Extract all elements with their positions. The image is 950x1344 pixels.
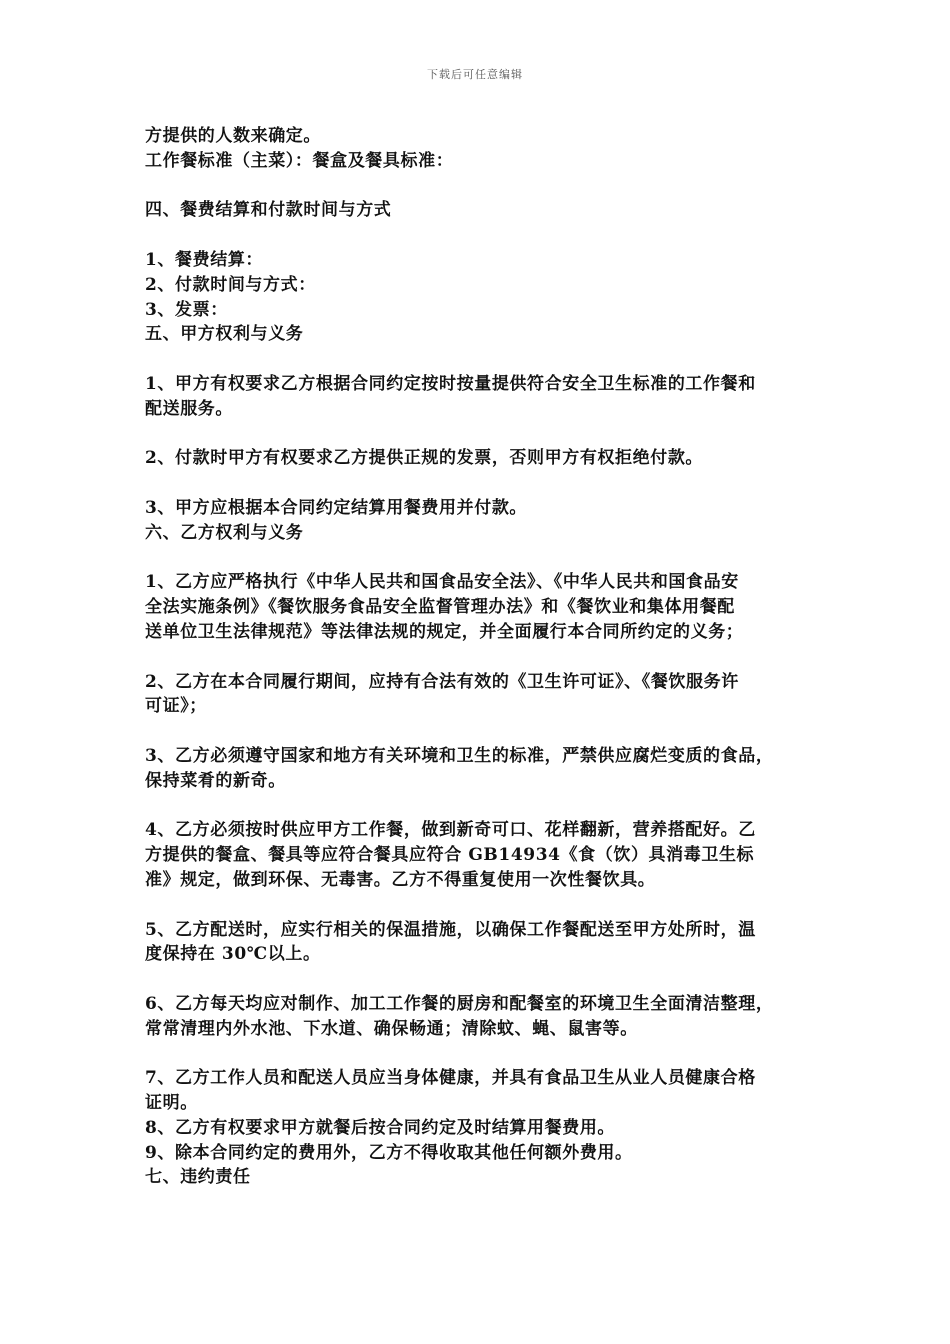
paragraph-gap: [145, 967, 817, 992]
text-line: 3、乙方必须遵守国家和地方有关环境和卫生的标准，严禁供应腐烂变质的食品，: [145, 745, 774, 766]
text-line: 2、乙方在本合同履行期间，应持有合法有效的《卫生许可证》、《餐饮服务许: [145, 671, 739, 692]
text-line: 方提供的人数来确定。: [145, 126, 321, 146]
text-line: 常常清理内外水池、下水道、确保畅通；清除蚊、蝇、鼠害等。: [145, 1018, 638, 1039]
text-line: 四、餐费结算和付款时间与方式: [145, 200, 392, 221]
paragraph-gap: [145, 719, 817, 744]
text-line: 工作餐标准（主菜）：餐盒及餐具标准：: [145, 150, 454, 171]
text-line: 2、付款时间与方式：: [145, 274, 316, 295]
text-line: 3、甲方应根据本合同约定结算用餐费用并付款。: [145, 497, 528, 518]
text-line: 1、餐费结算：: [145, 249, 264, 270]
document-body: [145, 124, 817, 1190]
text-line: 2、付款时甲方有权要求乙方提供正规的发票，否则甲方有权拒绝付款。: [145, 448, 704, 469]
paragraph-gap: [145, 174, 817, 199]
text-line: 方提供的餐盒、餐具等应符合餐具应符合 GB14934《食（饮）具消毒卫生标: [145, 845, 755, 866]
text-line: 5、乙方配送时，应实行相关的保温措施，以确保工作餐配送至甲方处所时，温: [145, 919, 756, 940]
text-line: 可证》；: [145, 696, 207, 717]
text-line: 全法实施条例》《餐饮服务食品安全监督管理办法》和《餐饮业和集体用餐配: [145, 597, 735, 618]
text-line: 配送服务。: [145, 398, 233, 419]
text-line: 8、乙方有权要求甲方就餐后按合同约定及时结算用餐费用。: [145, 1117, 616, 1138]
page-header-note: 下载后可任意编辑: [427, 68, 523, 81]
text-line: 证明。: [145, 1093, 198, 1114]
text-line: 7、乙方工作人员和配送人员应当身体健康，并具有食品卫生从业人员健康合格: [145, 1068, 756, 1089]
text-line: 五、甲方权利与义务: [145, 324, 304, 345]
paragraph-gap: [145, 893, 817, 918]
paragraph-gap: [145, 347, 817, 372]
paragraph-gap: [145, 422, 817, 447]
paragraph-gap: [145, 794, 817, 819]
text-line: 6、乙方每天均应对制作、加工工作餐的厨房和配餐室的环境卫生全面清洁整理，: [145, 993, 774, 1014]
text-line: 六、乙方权利与义务: [145, 522, 304, 543]
paragraph-gap: [145, 1041, 817, 1066]
text-line: 准》规定，做到环保、无毒害。乙方不得重复使用一次性餐饮具。: [145, 869, 656, 890]
paragraph-gap: [145, 223, 817, 248]
paragraph-gap: [145, 546, 817, 571]
text-line: 保持菜肴的新奇。: [145, 770, 286, 791]
text-line: 度保持在 30℃以上。: [145, 944, 321, 965]
text-line: 3、发票：: [145, 299, 228, 320]
text-line: 1、乙方应严格执行《中华人民共和国食品安全法》、《中华人民共和国食品安: [145, 572, 739, 593]
text-line: 1、甲方有权要求乙方根据合同约定按时按量提供符合安全卫生标准的工作餐和: [145, 373, 756, 394]
text-line: 9、除本合同约定的费用外，乙方不得收取其他任何额外费用。: [145, 1142, 633, 1163]
text-line: 七、违约责任: [145, 1167, 251, 1188]
text-line: 4、乙方必须按时供应甲方工作餐，做到新奇可口、花样翻新，营养搭配好。乙: [145, 820, 756, 841]
paragraph-gap: [145, 471, 817, 496]
paragraph-gap: [145, 645, 817, 670]
text-line: 送单位卫生法律规范》等法律法规的规定，并全面履行本合同所约定的义务；: [145, 621, 744, 642]
